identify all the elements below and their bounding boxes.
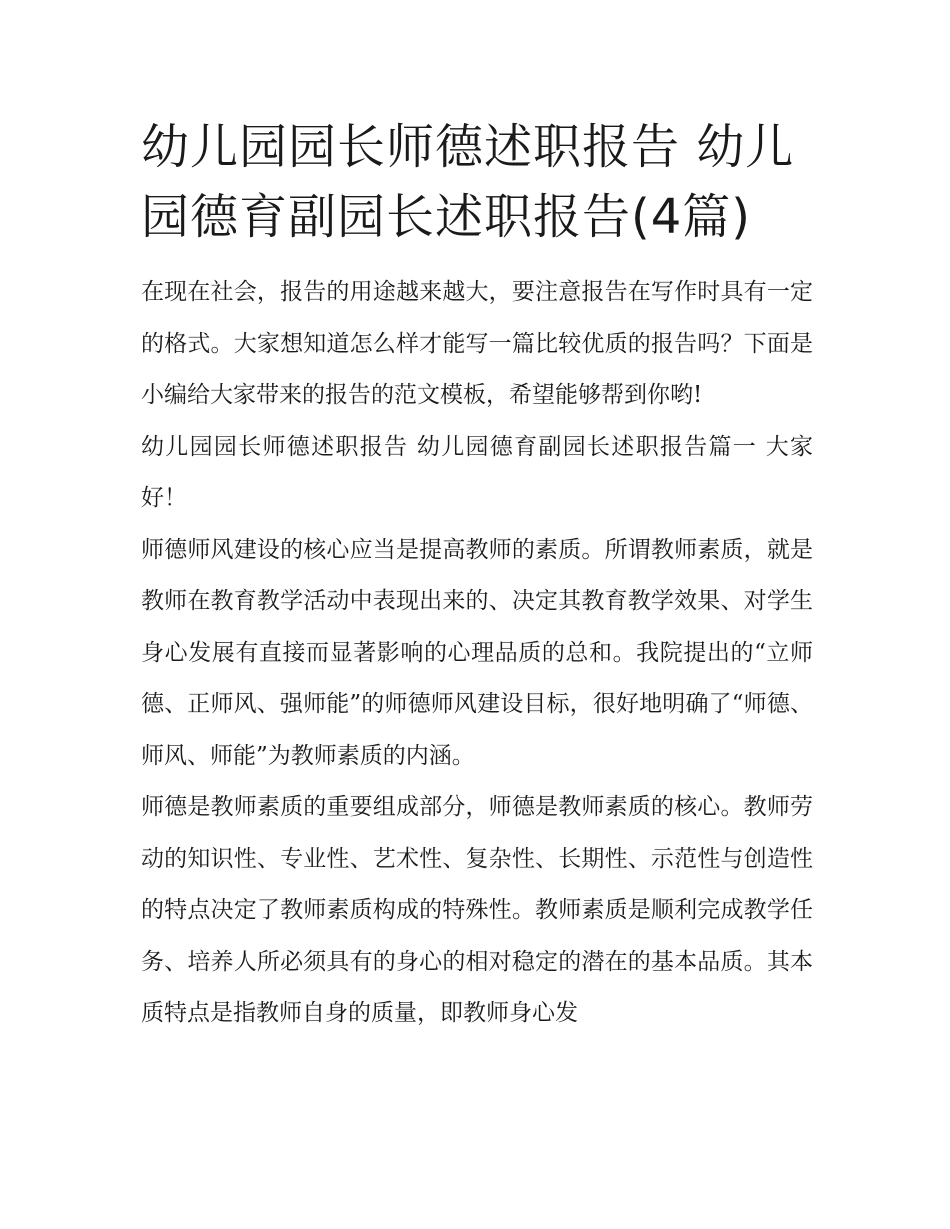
document-title: 幼儿园园长师德述职报告 幼儿园德育副园长述职报告(4篇) bbox=[141, 119, 795, 245]
intro-paragraph: 在现在社会，报告的用途越来越大，要注意报告在写作时具有一定的格式。大家想知道怎么样才能写一篇比较优质的报告吗？下面是小编给大家带来的报告的范文模板，希望能够帮到你哟! bbox=[141, 279, 813, 408]
title-block bbox=[141, 112, 813, 252]
body-paragraph: 师德是教师素质的重要组成部分，师德是教师素质的核心。教师劳动的知识性、专业性、艺术性、复杂性、长期性、示范性与创造性的特点决定了教师素质构成的特殊性。教师素质是顺利完成教学任务、培养人所必须具有的身心的相对稳定的潜在的基本品质。其本质特点是指教师自身的质量，即教师身心发 bbox=[141, 794, 813, 1026]
body-paragraph: 师德师风建设的核心应当是提高教师的素质。所谓教师素质，就是教师在教育教学活动中表现出来的、决定其教育教学效果、对学生身心发展有直接而显著影响的心理品质的总和。我院提出的“立师德、正师风、强师能”的师德师风建设目标，很好地明确了“师德、师风、师能”为教师素质的内涵。 bbox=[141, 536, 813, 769]
section-heading-paragraph: 幼儿园园长师德述职报告 幼儿园德育副园长述职报告篇一 大家好！ bbox=[141, 433, 813, 511]
document-body bbox=[141, 112, 813, 1040]
